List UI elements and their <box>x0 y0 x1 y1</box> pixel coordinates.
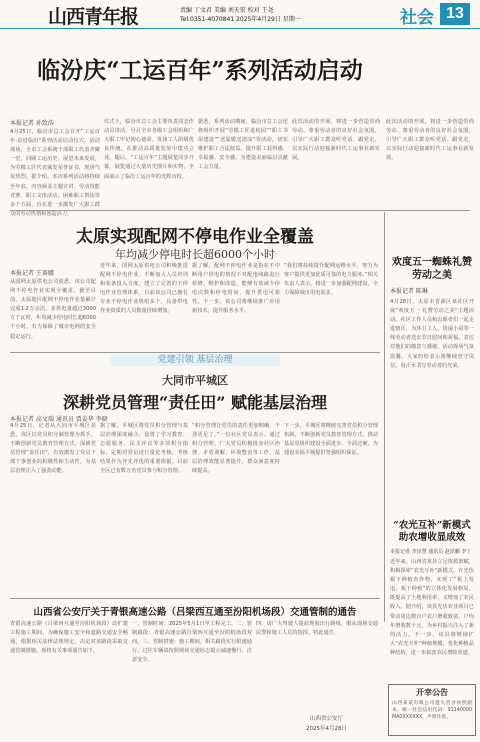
article4-title: “农光互补”新模式助农增收显成效 <box>393 520 471 543</box>
article3-title: 深耕党员管理“责任田” 赋能基层治理 <box>63 393 327 412</box>
article3-byline: 本报记者 高文瑞 通讯员 贾姜华 李晓 <box>10 416 108 423</box>
article2-title: 太原实现配网不停电作业全覆盖 <box>76 227 314 247</box>
divider-banner <box>10 352 380 353</box>
notice-col1: 青银高速公路（吕梁西互通至汾阳机场段）改扩建工程施工期间，为确保施工安全和道路交通安全畅通，根据相关法律法规规定，决定对该路段采取交通管制措施。现将有关事项通告如下。 <box>10 621 128 655</box>
notice-title: 山西省公安厅关于青银高速公路（吕梁西互通至汾阳机场段）交通管制的通告 <box>33 607 357 618</box>
article2-col2: 近年来，国网太原供电公司积极推进配网不停电作业，不断加大人员培训和装备投入力度，建立了完善的不停电作业管理体系。目前该公司已拥有专业不停电作业班组多个，具备带电作业资质的人员数量持续增加。 <box>100 263 188 315</box>
masthead-rule <box>0 28 480 29</box>
article3-col2: 据了解，平城区将党员积分管理与基层治理深度融合，设置了学习教育、志愿服务、民主评议等多项积分指标，定期对党员进行量化考核，考核结果作为评先评优的重要依据。目前全区已有数万名党员参与积分管理。 <box>100 423 188 475</box>
page-number: 13 <box>440 3 470 25</box>
article2-col3: 据了解，配网不停电作业是指在不中断用户供电的情况下对配电线路进行检修、维护和改造，能够有效减少停电次数和停电时间，提升供电可靠性。下一步，该公司将继续推广应用新技术，提升服务水平。 <box>192 263 280 315</box>
article1-col1: 4月25日，临汾市总工会召开“工运百年·奋进临汾”系列活动启动仪式。活动现场，全市工会系统干部职工代表齐聚一堂，回顾工运历史，展望未来发展，为劳模工匠代表颁发荣誉证书，现场气氛热烈。据介绍，本次系列活动将持续至年底，内容涵盖主题宣讲、劳动技能竞赛、职工文体活动、困难职工帮扶等多个方面，旨在进一步激发广大职工群众的劳动热情和创造活力。 <box>10 129 100 217</box>
sidebox-byline: 本报记者 陈琳 <box>390 288 428 295</box>
article1-byline: 本报记者 孙致浩 <box>10 120 54 127</box>
article1-title: 临汾庆“工运百年”系列活动启动 <box>37 57 363 84</box>
newspaper-logo: 山西青年报 <box>48 6 139 28</box>
article3-col4: 下一步，平城区将继续完善党员积分管理机制，不断创新党员教育管理方式，推动基层党组织建设全面进步、全面过硬，为建设幸福平城提供坚强组织保证。 <box>284 423 378 457</box>
article1-col5: 此次活动的开展，将进一步营造崇尚劳动、尊重劳动者的良好社会氛围，引导广大职工群众听党话、跟党走，以实际行动迎接新时代工运事业新发展。 <box>386 119 474 162</box>
ad-box <box>388 684 476 736</box>
article3-kicker: 大同市平城区 <box>162 374 228 387</box>
divider-notice <box>10 598 380 599</box>
article3-col1: 4月25日，记者从大同市平城区获悉，该区以党员积分制管理为抓手，不断创新党员教育管理方式，深耕党员管理“责任田”，有效激发了党员干部干事创业的积极性和主动性，为基层治理注入了强劲动能。 <box>10 423 96 475</box>
contact-date: Tel:0351-4070841 2025年4月29日 星期一 <box>180 16 301 23</box>
editor-info: 责编 丁文君 美编 刘天宏 校对 王尧 <box>180 7 274 14</box>
notice-col3: 四、请广大驾驶人提前规划出行路线，服从现场交通民警和施工人员的指挥。特此通告。 <box>256 621 378 637</box>
notice-col2: 一、管制时间：2025年5月1日至工程完工。二、管制路段：青银高速公路吕梁西互通至汾阳机场段双向。三、管制措施：施工期间，相关路段实行限速通行，过往车辆请按照现场交通标志提示减速慢行、注意安全。 <box>132 621 252 664</box>
section-name: 社会 <box>400 8 434 28</box>
article1-col4: 此次活动的开展，将进一步营造崇尚劳动、尊重劳动者的良好社会氛围，引导广大职工群众听党话、跟党走，以实际行动迎接新时代工运事业新发展。 <box>292 119 380 162</box>
article1-col2: 仪式上，临汾市总工会主要负责同志作动员讲话，号召全市各级工会组织和广大职工牢记初心使命，发扬工人阶级优良传统，在推动高质量发展中建功立业。随后，“工运百年”主题展览同步开幕，展览通过大量历史图片和实物，全面展示了临汾工运百年的光辉历程。 <box>104 119 194 180</box>
masthead <box>0 0 480 28</box>
sidebox-text: 4月28日，太原市晋源区某社区开展“欢度五一 礼赞劳动之美”主题活动。社区工作人员和志愿者们一起走进辖区，为环卫工人、快递小哥等一线劳动者送去节日慰问和祝福，表达对他们的敬意与感谢。活动现场气氛温馨，大家纷纷表示将继续坚守岗位，用汗水书写劳动者的光荣。 <box>390 299 474 369</box>
article2-col4: “我们将持续提升配网运维水平，努力为客户提供更加优质可靠的电力服务。”相关负责人表示，将进一步加强配网建设，全力保障城市用电需求。 <box>284 263 378 297</box>
article3-col3: “积分管理让党员的责任更加明确，干劲更足了。”一位社区党员表示。通过积分管理，广大党员积极投身社区治理、矛盾调解、环境整治等工作，基层治理效能显著提升，群众满意度持续提高。 <box>192 423 280 475</box>
article4-text: 近年来，山西省某县立足资源禀赋，积极探索“农光互补”新模式，在光伏板下种植农作物，实现了“板上发电、板下种植”的立体化发展格局，既提高了土地利用率，又增加了农民收入。据介绍，该县光伏农业项目已带动周边数百户农户增收致富，户均年增收数千元，为乡村振兴注入了新的活力。下一步，该县将继续扩大“农光互补”种植规模，优化种植品种结构，进一步拓宽农民增收渠道。 <box>390 559 474 656</box>
section-banner: 党建引领 基层治理 <box>110 354 280 366</box>
article1-col3: 据悉，系列活动期间，临汾市总工会还将组织开展“劳模工匠进校园”“职工书屋建设”“送温暖送清凉”等活动，切实维护职工合法权益，提升职工获得感、幸福感、安全感，为建设美丽临汾贡献工会力量。 <box>198 119 288 171</box>
article4-byline: 本报记者 李泽慧 通讯员 赵泽鹏 李丁 <box>390 549 472 555</box>
ad-title: 开幸公告 <box>416 687 448 697</box>
column-divider <box>384 212 385 622</box>
notice-date: 2025年4月28日 <box>306 726 347 732</box>
article2-byline: 本报记者 王赛娜 <box>10 270 54 277</box>
ad-text: 山西某某有限公司遗失营业执照副本，统一社会信用代码：91140000MA0XXXXXX，声明作废。 <box>392 701 472 720</box>
article2-col1: 从国网太原供电公司获悉，该公司配网不停电作业实现全覆盖。截至目前，太原地区配网不停电作业量累计完成1.2万余次，多供电量超过3000万千瓦时，年均减少停电时长超6000个小时，有力保障了城市电网的安全稳定运行。 <box>10 279 96 340</box>
divider <box>10 210 470 211</box>
sidebox-title: 欢度五一蜘蛛礼赞劳动之美 <box>392 257 472 281</box>
article2-subtitle: 年均减少停电时长超6000个小时 <box>115 248 275 261</box>
notice-signature: 山西省公安厅 <box>310 716 344 722</box>
